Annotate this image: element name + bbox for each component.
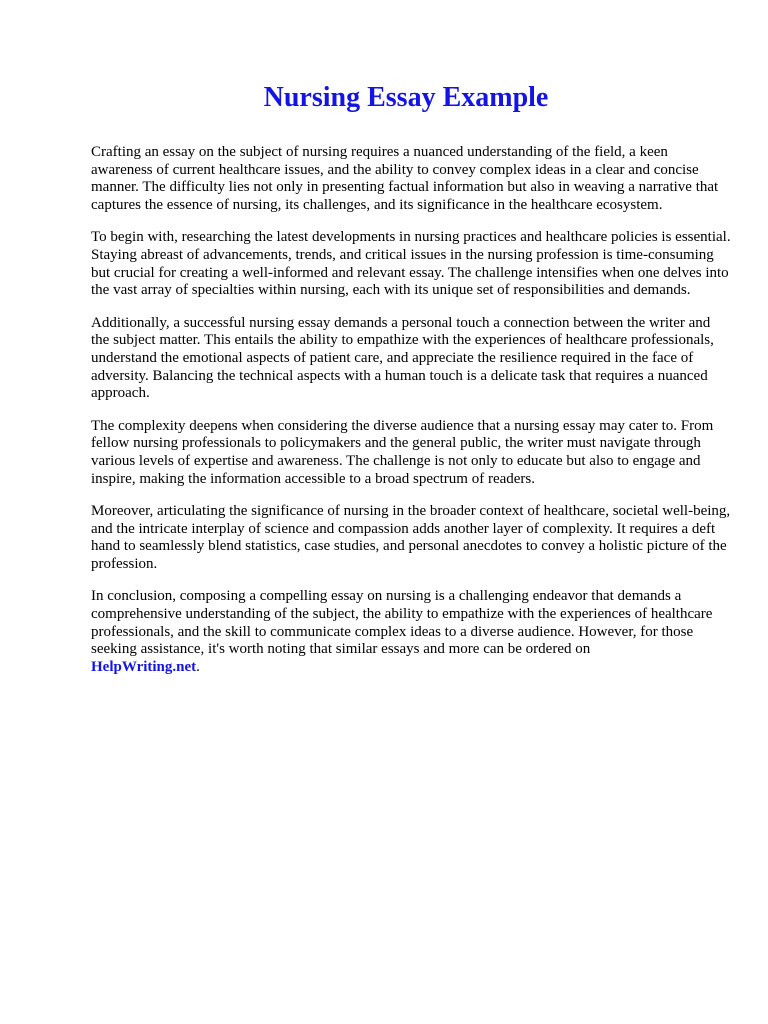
paragraph-significance: Moreover, articulating the significance of nursing in the broader context of healthcare, societal well-being, and the intricate interplay of science and compassion adds another layer of complexity. It requires a deft hand to seamlessly blend statistics, case studies, and personal anecdotes to convey a holistic picture of the profession.: [91, 503, 731, 572]
page-title: Nursing Essay Example: [263, 82, 549, 113]
helpwriting-link[interactable]: HelpWriting.net: [91, 658, 197, 675]
paragraph-research: To begin with, researching the latest developments in nursing practices and healthcare policies is essential. Staying abreast of advancements, trends, and critical issues in the nursing profession is time-consuming but crucial for creating a well-informed and relevant essay. The challenge intensifies when one delves into the vast array of specialties within nursing, each with its unique set of responsibilities and demands.: [91, 229, 731, 299]
paragraph-personal-touch: Additionally, a successful nursing essay demands a personal touch a connection between the writer and the subject matter. This entails the ability to empathize with the experiences of healthcare professionals, understand the emotional aspects of patient care, and appreciate the resilience required in the face of adversity. Balancing the technical aspects with a human touch is a delicate task that requires a nuanced approach.: [91, 314, 714, 402]
essay-body: [91, 144, 731, 691]
conclusion-period: .: [196, 658, 200, 675]
conclusion-text: In conclusion, composing a compelling essay on nursing is a challenging endeavor that demands a comprehensive understanding of the subject, the ability to empathize with the experiences of healthcare professionals, and the skill to communicate complex ideas to a diverse audience. However, for those seeking assistance, it's worth noting that similar essays and more can be ordered on: [91, 588, 713, 658]
paragraph-audience: The complexity deepens when considering the diverse audience that a nursing essay may cater to. From fellow nursing professionals to policymakers and the general public, the writer must navigate through various levels of expertise and awareness. The challenge is not only to educate but also to engage and inspire, making the information accessible to a broad spectrum of readers.: [91, 417, 714, 487]
paragraph-conclusion: [91, 588, 731, 676]
paragraph-intro: Crafting an essay on the subject of nursing requires a nuanced understanding of the field, a keen awareness of current healthcare issues, and the ability to convey complex ideas in a clear and concise manner. The difficulty lies not only in presenting factual information but also in weaving a narrative that captures the essence of nursing, its challenges, and its significance in the healthcare ecosystem.: [91, 144, 719, 213]
